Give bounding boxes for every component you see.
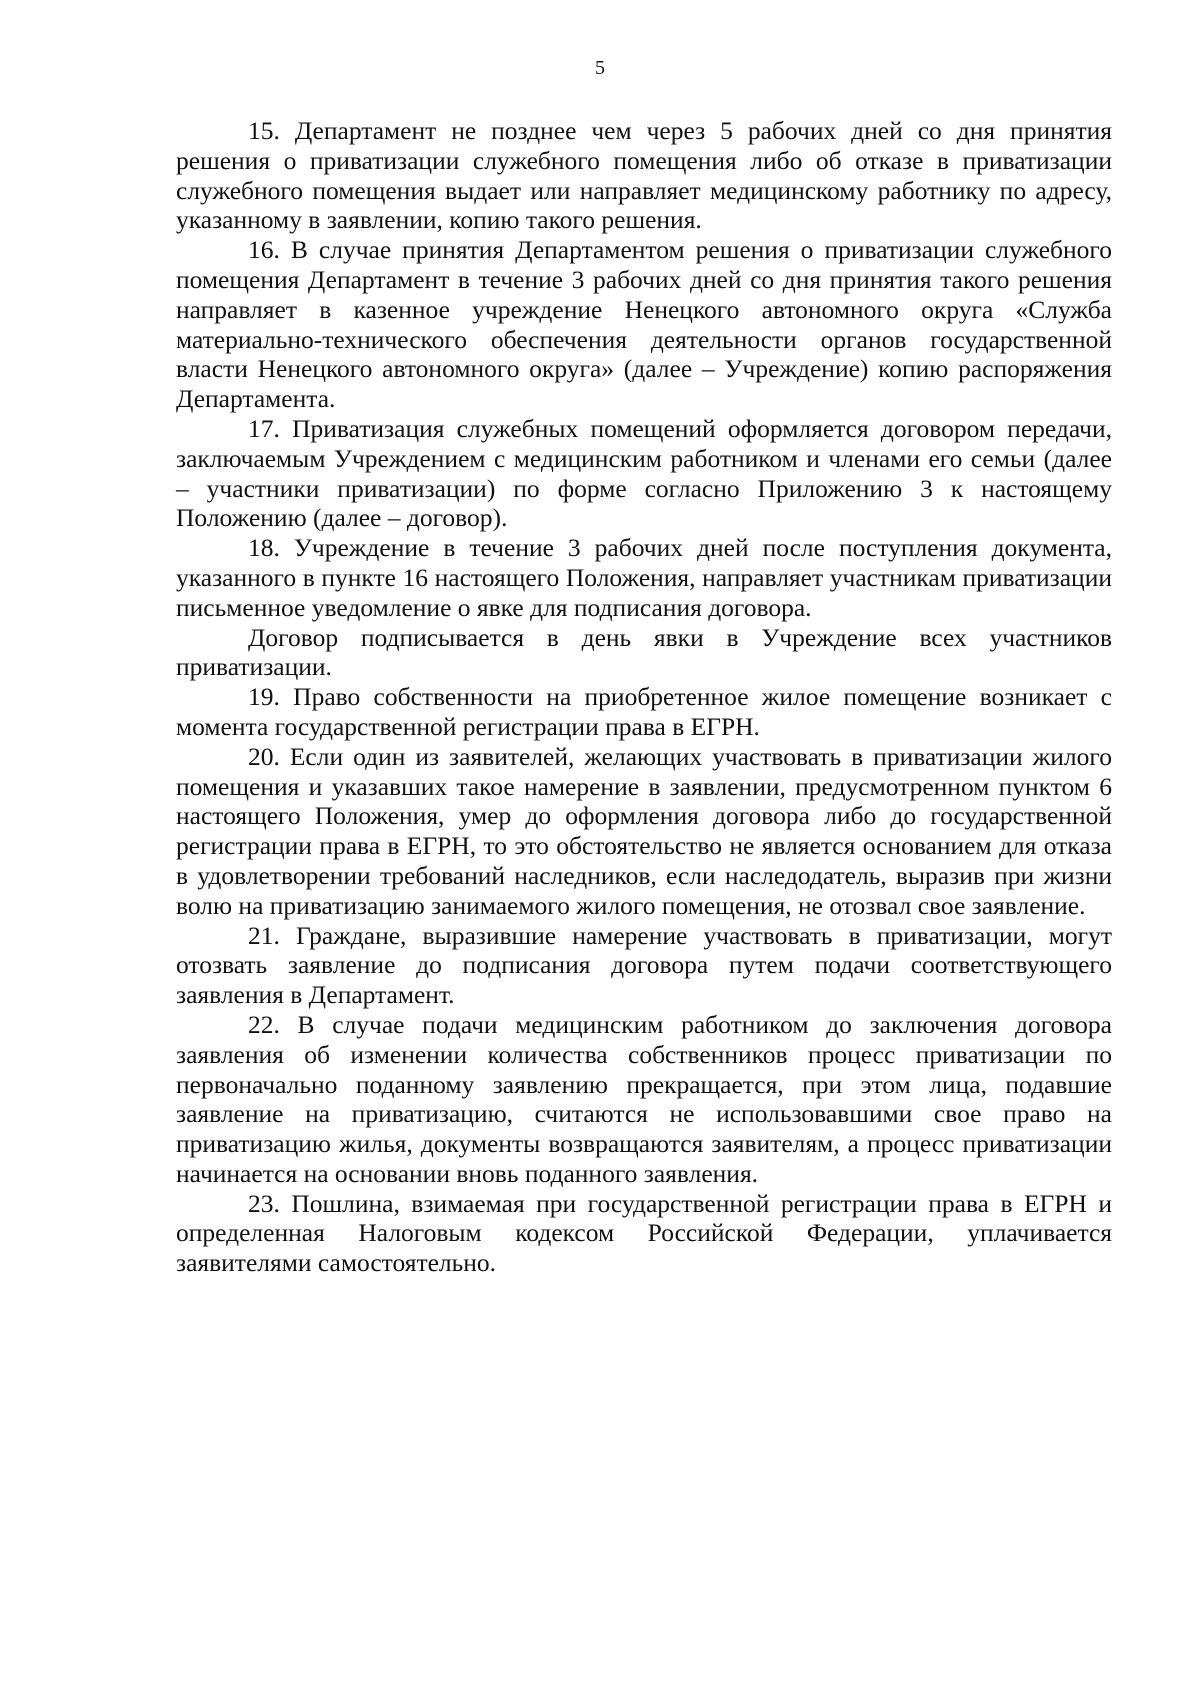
paragraph-22: 22. В случае подачи медицинским работником до заключения договора заявления об изменении количества собственников процесс приватизации по первоначально поданному заявлению прекращается, при этом лица, подавшие заявление на приватизацию, считаются не использовавшими свое право на приватизацию жилья, документы возвращаются заявителям, а процесс приватизации начинается на основании вновь поданного заявления. — [176, 1009, 1112, 1188]
page-number: 5 — [595, 57, 605, 79]
paragraph-16: 16. В случае принятия Департаментом решения о приватизации служебного помещения Департамент в течение 3 рабочих дней со дня принятия такого решения направляет в казенное учреждение Ненецкого автономного округа «Служба материально-технического обеспечения деятельности органов государственной власти Ненецкого автономного округа» (далее – Учреждение) копию распоряжения Департамента. — [176, 235, 1112, 414]
paragraph-18-signing: Договор подписывается в день явки в Учреждение всех участников приватизации. — [176, 622, 1112, 682]
paragraph-23: 23. Пошлина, взимаемая при государственной регистрации права в ЕГРН и определенная Налоговым кодексом Российской Федерации, уплачивается заявителями самостоятельно. — [176, 1188, 1112, 1278]
paragraph-19: 19. Право собственности на приобретенное жилое помещение возникает с момента государственной регистрации права в ЕГРН. — [176, 682, 1112, 741]
paragraph-21: 21. Граждане, выразившие намерение участвовать в приватизации, могут отозвать заявление до подписания договора путем подачи соответствующего заявления в Департамент. — [176, 920, 1112, 1010]
paragraph-20: 20. Если один из заявителей, желающих участвовать в приватизации жилого помещения и указавших такое намерение в заявлении, предусмотренном пунктом 6 настоящего Положения, умер до оформления договора либо до государственной регистрации права в ЕГРН, то это обстоятельство не является основанием для отказа в удовлетворении требований наследников, если наследодатель, выразив при жизни волю на приватизацию занимаемого жилого помещения, не отозвал свое заявление. — [176, 741, 1112, 920]
paragraph-17: 17. Приватизация служебных помещений оформляется договором передачи, заключаемым Учреждением с медицинским работником и членами его семьи (далее – участники приватизации) по форме согласно Приложению 3 к настоящему Положению (далее – договор). — [176, 413, 1112, 533]
paragraph-15: 15. Департамент не позднее чем через 5 рабочих дней со дня принятия решения о приватизации служебного помещения либо об отказе в приватизации служебного помещения выдает или направляет медицинскому работнику по адресу, указанному в заявлении, копию такого решения. — [176, 116, 1112, 235]
document-body — [176, 116, 1112, 1278]
paragraph-18: 18. Учреждение в течение 3 рабочих дней после поступления документа, указанного в пункте 16 настоящего Положения, направляет участникам приватизации письменное уведомление о явке для подписания договора. — [176, 533, 1112, 622]
